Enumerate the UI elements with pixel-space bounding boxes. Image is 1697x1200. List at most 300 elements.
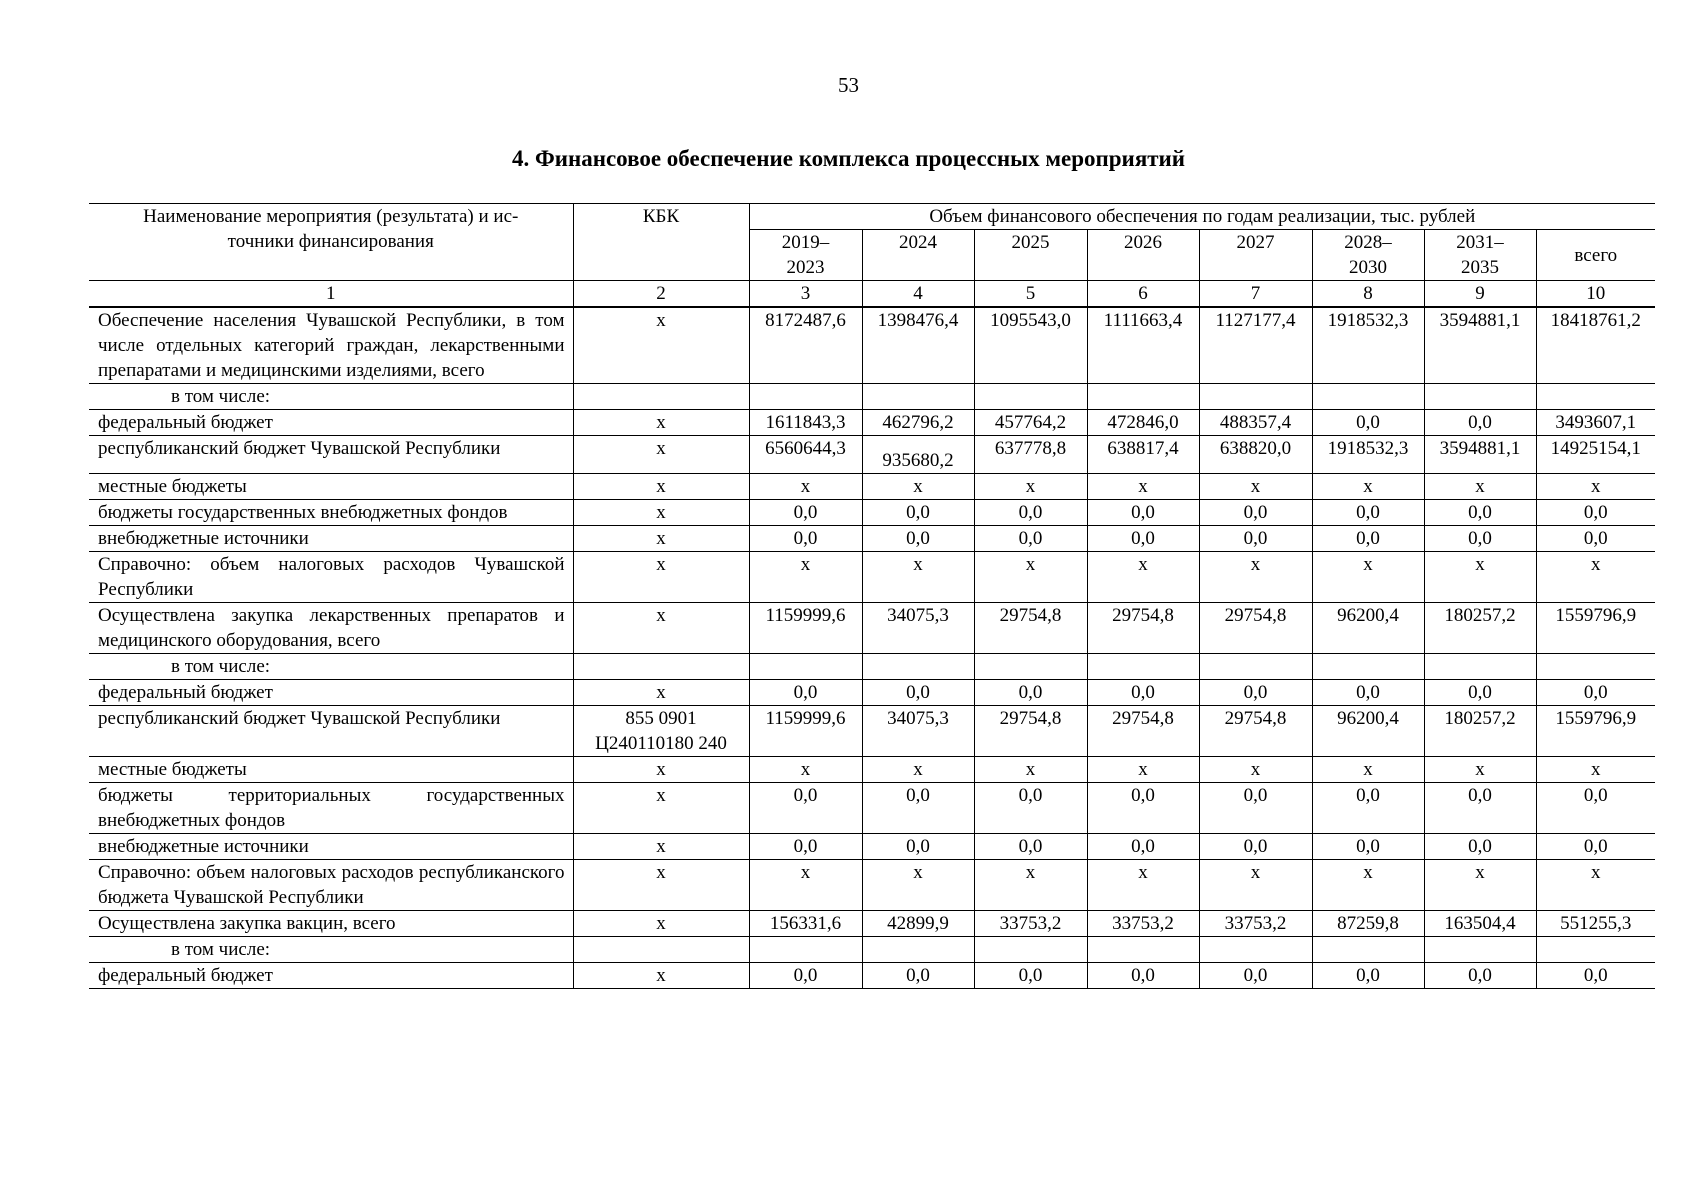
table-row — [89, 757, 1655, 783]
row-name-cell: федеральный бюджет — [89, 963, 573, 989]
table-row — [89, 474, 1655, 500]
row-value-cell — [1199, 654, 1312, 680]
row-kbk-cell: х — [573, 963, 749, 989]
row-value: 0,0 — [793, 528, 818, 549]
row-value-cell — [1312, 526, 1424, 552]
row-value-cell — [1536, 526, 1655, 552]
table-row — [89, 307, 1655, 384]
row-value: 1559796,9 — [1555, 605, 1637, 626]
header-period-label: 2031– — [1456, 232, 1504, 253]
header-period-cell — [862, 230, 974, 281]
row-value: х — [1475, 862, 1485, 883]
row-value-cell — [1199, 937, 1312, 963]
row-value-cell — [1536, 834, 1655, 860]
row-name-cell: в том числе: — [89, 654, 573, 680]
row-value: 0,0 — [1018, 682, 1043, 703]
row-name-cell: внебюджетные источники — [89, 834, 573, 860]
row-name-cell: в том числе: — [89, 384, 573, 410]
column-number-cell: 10 — [1536, 281, 1655, 308]
row-value-cell — [862, 500, 974, 526]
row-kbk-cell: х — [573, 474, 749, 500]
row-value-cell — [1199, 834, 1312, 860]
row-value-cell — [1199, 860, 1312, 911]
row-value-cell — [1536, 654, 1655, 680]
row-value-cell — [1199, 603, 1312, 654]
row-value: 1111663,4 — [1103, 310, 1183, 331]
row-value-cell — [1312, 654, 1424, 680]
row-value: 0,0 — [793, 836, 818, 857]
row-value: 0,0 — [793, 502, 818, 523]
row-value: х — [1250, 476, 1261, 497]
row-value: 180257,2 — [1444, 605, 1516, 626]
column-number-cell: 4 — [862, 281, 974, 308]
row-value-cell — [974, 783, 1087, 834]
row-value-cell — [862, 680, 974, 706]
row-value-cell — [1536, 603, 1655, 654]
row-value-cell — [749, 680, 862, 706]
row-value: 33753,2 — [1112, 913, 1174, 934]
row-value: 8172487,6 — [765, 310, 846, 331]
row-value-cell — [749, 526, 862, 552]
row-value: 0,0 — [1018, 965, 1043, 986]
column-number-cell: 7 — [1199, 281, 1312, 308]
row-value: 1095543,0 — [990, 310, 1071, 331]
row-value-cell — [1087, 603, 1199, 654]
row-value: х — [800, 554, 811, 575]
row-value-cell — [862, 834, 974, 860]
row-value-cell — [749, 436, 862, 474]
row-value: 638820,0 — [1219, 438, 1292, 459]
table-row — [89, 937, 1655, 963]
row-value: 96200,4 — [1337, 605, 1399, 626]
row-value-cell — [1312, 680, 1424, 706]
row-value-cell — [749, 834, 862, 860]
row-value: х — [1363, 554, 1373, 575]
row-name-cell: Осуществлена закупка вакцин, всего — [89, 911, 573, 937]
row-value: 0,0 — [1468, 412, 1492, 433]
header-period-cell — [1312, 230, 1424, 281]
row-value: 1127177,4 — [1215, 310, 1296, 331]
header-name-cell — [89, 204, 573, 281]
row-value-cell — [1199, 680, 1312, 706]
row-value: х — [1591, 554, 1601, 575]
row-value-cell — [749, 654, 862, 680]
row-kbk-cell: х — [573, 757, 749, 783]
row-kbk-cell: х — [573, 911, 749, 937]
row-value-cell — [1199, 410, 1312, 436]
row-value-cell — [1312, 603, 1424, 654]
row-value-cell — [1536, 757, 1655, 783]
row-value: х — [1250, 554, 1261, 575]
row-value: 180257,2 — [1444, 708, 1516, 729]
row-value-cell — [1312, 436, 1424, 474]
row-value-cell — [1087, 834, 1199, 860]
row-value-cell — [1424, 757, 1536, 783]
row-name-cell: внебюджетные источники — [89, 526, 573, 552]
row-value-cell — [862, 963, 974, 989]
row-value: 0,0 — [1468, 965, 1492, 986]
column-number-cell: 8 — [1312, 281, 1424, 308]
row-value-cell — [1087, 706, 1199, 757]
header-row-column-numbers — [89, 281, 1655, 308]
row-value: 0,0 — [1356, 836, 1380, 857]
table-row — [89, 680, 1655, 706]
header-period-label: 2025 — [1011, 232, 1050, 253]
row-value: 3493607,1 — [1555, 412, 1637, 433]
row-value-cell — [1087, 680, 1199, 706]
column-number-cell: 3 — [749, 281, 862, 308]
row-value-cell — [1312, 860, 1424, 911]
row-value-cell — [1312, 834, 1424, 860]
row-value-cell — [974, 860, 1087, 911]
row-value: 0,0 — [1243, 528, 1268, 549]
header-period-cell — [1536, 230, 1655, 281]
row-kbk-cell — [573, 706, 749, 757]
row-value: 29754,8 — [1224, 708, 1287, 729]
row-value-cell — [862, 937, 974, 963]
row-value: 14925154,1 — [1550, 438, 1641, 459]
row-value-cell — [1424, 834, 1536, 860]
kbk-line: Ц240110180 240 — [595, 733, 727, 754]
row-kbk-cell: х — [573, 834, 749, 860]
row-value: х — [1475, 476, 1485, 497]
row-value-cell — [974, 384, 1087, 410]
row-value-cell — [862, 384, 974, 410]
row-value: 29754,8 — [999, 708, 1062, 729]
row-value-cell — [1424, 706, 1536, 757]
row-value-cell — [1312, 474, 1424, 500]
row-value-cell — [974, 500, 1087, 526]
row-value-cell — [974, 436, 1087, 474]
header-period-label: всего — [1574, 244, 1618, 266]
header-volume-cell: Объем финансового обеспечения по годам реализации, тыс. рублей — [749, 204, 1655, 230]
row-value-cell — [1536, 783, 1655, 834]
column-number-cell: 1 — [89, 281, 573, 308]
row-value: 96200,4 — [1337, 708, 1399, 729]
row-value: 0,0 — [1131, 528, 1155, 549]
table-row — [89, 654, 1655, 680]
row-value-cell — [974, 911, 1087, 937]
row-value: 0,0 — [906, 528, 930, 549]
row-value: 0,0 — [1468, 528, 1492, 549]
row-value-cell — [1424, 860, 1536, 911]
row-value-cell — [1536, 384, 1655, 410]
row-value-cell — [1312, 937, 1424, 963]
header-period-label: 2024 — [899, 232, 937, 253]
row-value: х — [800, 759, 811, 780]
row-value-cell — [974, 834, 1087, 860]
row-value-cell — [749, 860, 862, 911]
row-value-cell — [1424, 911, 1536, 937]
row-kbk-cell: х — [573, 860, 749, 911]
row-value-cell — [1199, 552, 1312, 603]
row-value: х — [913, 759, 923, 780]
row-value-cell — [1536, 911, 1655, 937]
row-value-cell — [1199, 474, 1312, 500]
row-name-cell: федеральный бюджет — [89, 680, 573, 706]
row-value-cell — [862, 860, 974, 911]
row-value-cell — [974, 307, 1087, 384]
row-value-cell — [1424, 384, 1536, 410]
row-value-cell — [1087, 436, 1199, 474]
row-value-cell — [1087, 500, 1199, 526]
row-kbk-cell: х — [573, 436, 749, 474]
row-value-cell — [862, 911, 974, 937]
row-value-cell — [862, 783, 974, 834]
row-value: 0,0 — [1356, 502, 1380, 523]
row-value-cell — [862, 526, 974, 552]
row-value-cell — [1087, 654, 1199, 680]
row-value: х — [913, 862, 923, 883]
row-value-cell — [1087, 783, 1199, 834]
row-value-cell — [974, 963, 1087, 989]
table-row — [89, 526, 1655, 552]
row-value: х — [800, 862, 811, 883]
row-value: 638817,4 — [1107, 438, 1179, 459]
row-value-cell — [749, 706, 862, 757]
row-value-cell — [749, 911, 862, 937]
row-value: 0,0 — [1243, 965, 1268, 986]
row-value: 42899,9 — [887, 913, 949, 934]
row-value: 0,0 — [1243, 785, 1268, 806]
row-value: 1398476,4 — [877, 310, 959, 331]
row-value-cell — [1424, 474, 1536, 500]
row-value: 0,0 — [1356, 785, 1380, 806]
row-kbk-cell: х — [573, 410, 749, 436]
row-value-cell — [1424, 680, 1536, 706]
row-value: 1559796,9 — [1555, 708, 1637, 729]
header-period-label: 2019– — [781, 232, 830, 253]
header-period-cell — [749, 230, 862, 281]
row-kbk-cell — [573, 937, 749, 963]
table-row — [89, 834, 1655, 860]
row-value-cell — [749, 410, 862, 436]
table-row — [89, 963, 1655, 989]
row-value-cell — [1312, 911, 1424, 937]
row-value-cell — [862, 474, 974, 500]
column-number-cell: 2 — [573, 281, 749, 308]
row-value-cell — [1424, 307, 1536, 384]
row-value: х — [913, 476, 923, 497]
row-value-cell — [1199, 384, 1312, 410]
row-name-cell: республиканский бюджет Чувашской Республики — [89, 706, 573, 757]
row-value-cell — [974, 603, 1087, 654]
row-value-cell — [1424, 500, 1536, 526]
row-value: 0,0 — [1468, 502, 1492, 523]
row-value: х — [1363, 862, 1373, 883]
row-value: 0,0 — [1468, 836, 1492, 857]
row-value-cell — [862, 757, 974, 783]
row-value-cell — [749, 757, 862, 783]
row-value: х — [1138, 554, 1148, 575]
row-value: 551255,3 — [1560, 913, 1632, 934]
table-body — [89, 307, 1655, 989]
table-row — [89, 860, 1655, 911]
row-value-cell — [1087, 860, 1199, 911]
row-kbk-cell: х — [573, 552, 749, 603]
row-value: 1159999,6 — [765, 708, 846, 729]
row-value: х — [1025, 554, 1036, 575]
header-name-line1: Наименование мероприятия (результата) и ис- — [143, 206, 519, 227]
row-value-cell — [862, 552, 974, 603]
row-value: 488357,4 — [1219, 412, 1292, 433]
row-value: 6560644,3 — [765, 438, 846, 459]
row-value: 462796,2 — [882, 412, 954, 433]
table-row — [89, 436, 1655, 474]
row-kbk-cell: х — [573, 307, 749, 384]
header-kbk-cell: КБК — [573, 204, 749, 281]
row-value-cell — [1087, 552, 1199, 603]
kbk-line: 855 0901 — [625, 708, 697, 729]
row-value: 0,0 — [1131, 836, 1155, 857]
row-value: х — [1138, 862, 1148, 883]
row-value-cell — [1312, 706, 1424, 757]
row-value: 0,0 — [1018, 502, 1043, 523]
row-value-cell — [1199, 757, 1312, 783]
row-value: х — [1025, 759, 1036, 780]
header-period-cell — [1087, 230, 1199, 281]
row-value: 0,0 — [1356, 528, 1380, 549]
row-value-cell — [1087, 963, 1199, 989]
row-value: 3594881,1 — [1439, 310, 1521, 331]
row-kbk-cell — [573, 384, 749, 410]
row-value-cell — [1312, 757, 1424, 783]
row-value: 1918532,3 — [1327, 438, 1409, 459]
row-value-cell — [974, 526, 1087, 552]
row-value-cell — [1536, 500, 1655, 526]
row-value-cell — [1536, 436, 1655, 474]
row-value: 1918532,3 — [1327, 310, 1409, 331]
row-value-cell — [862, 307, 974, 384]
row-value-cell — [1199, 436, 1312, 474]
row-value: х — [800, 476, 811, 497]
row-value-cell — [1087, 911, 1199, 937]
row-value: 0,0 — [906, 965, 930, 986]
row-kbk-cell: х — [573, 526, 749, 552]
row-value: 0,0 — [1583, 502, 1608, 523]
table-row — [89, 500, 1655, 526]
row-value-cell — [1199, 307, 1312, 384]
row-name-cell: бюджеты территориальных государственных внебюджетных фондов — [89, 783, 573, 834]
row-value: 34075,3 — [887, 708, 949, 729]
row-value: 1159999,6 — [765, 605, 846, 626]
row-value: 0,0 — [1018, 528, 1043, 549]
row-value: х — [913, 554, 923, 575]
row-value: х — [1250, 759, 1261, 780]
table-row — [89, 410, 1655, 436]
row-value-cell — [1536, 706, 1655, 757]
row-kbk-cell: х — [573, 603, 749, 654]
row-value: 29754,8 — [999, 605, 1062, 626]
row-value-cell — [1424, 603, 1536, 654]
row-value: 0,0 — [1583, 836, 1608, 857]
row-value: 0,0 — [1583, 965, 1608, 986]
row-value-cell — [749, 603, 862, 654]
row-value-cell — [1536, 307, 1655, 384]
table-row — [89, 384, 1655, 410]
row-value-cell — [1424, 552, 1536, 603]
row-name-cell: Справочно: объем налоговых расходов республиканского бюджета Чувашской Республики — [89, 860, 573, 911]
row-value: 0,0 — [793, 682, 818, 703]
row-name-cell: местные бюджеты — [89, 474, 573, 500]
header-period-cell — [974, 230, 1087, 281]
row-value-cell — [1087, 526, 1199, 552]
row-kbk-cell: х — [573, 680, 749, 706]
row-value-cell — [1199, 963, 1312, 989]
row-value: х — [1591, 862, 1601, 883]
table-row — [89, 603, 1655, 654]
row-value-cell — [1199, 706, 1312, 757]
row-value-cell — [1312, 307, 1424, 384]
row-value-cell — [974, 757, 1087, 783]
row-value: 163504,4 — [1444, 913, 1516, 934]
financial-table — [89, 203, 1655, 989]
row-value: х — [1475, 554, 1485, 575]
header-period-label: 2027 — [1236, 232, 1275, 253]
row-name-cell: Осуществлена закупка лекарственных препаратов и медицинского оборудования, всего — [89, 603, 573, 654]
row-value: 87259,8 — [1337, 913, 1399, 934]
row-value-cell — [749, 500, 862, 526]
row-value: 0,0 — [1583, 682, 1608, 703]
row-value: 457764,2 — [994, 412, 1067, 433]
row-value-cell — [1424, 436, 1536, 474]
row-value-cell — [1312, 783, 1424, 834]
row-value: х — [1025, 862, 1036, 883]
row-value: 29754,8 — [1112, 708, 1174, 729]
row-value: 29754,8 — [1224, 605, 1287, 626]
row-value: 0,0 — [1018, 836, 1043, 857]
row-name-cell: Обеспечение населения Чувашской Республики, в том числе отдельных категорий граждан, лекарственными препаратами и медицинскими изделиями, всего — [89, 307, 573, 384]
row-name-cell: Справочно: объем налоговых расходов Чувашской Республики — [89, 552, 573, 603]
row-value: 0,0 — [906, 785, 930, 806]
row-name-cell: в том числе: — [89, 937, 573, 963]
header-name-line2: точники финансирования — [227, 231, 434, 252]
row-value: 34075,3 — [887, 605, 949, 626]
row-value-cell — [974, 706, 1087, 757]
row-value: 0,0 — [1018, 785, 1043, 806]
row-kbk-cell: х — [573, 783, 749, 834]
row-value-cell — [974, 474, 1087, 500]
row-value: 3594881,1 — [1439, 438, 1521, 459]
row-value-cell — [974, 680, 1087, 706]
page-number: 53 — [838, 73, 859, 97]
row-value-cell — [1199, 783, 1312, 834]
table-row — [89, 552, 1655, 603]
row-value: 1611843,3 — [765, 412, 846, 433]
row-value-cell — [1424, 410, 1536, 436]
row-value: 0,0 — [906, 682, 930, 703]
column-number-cell: 9 — [1424, 281, 1536, 308]
page-title: 4. Финансовое обеспечение комплекса процессных мероприятий — [511, 146, 1186, 171]
column-number-cell: 5 — [974, 281, 1087, 308]
row-value: 18418761,2 — [1550, 310, 1641, 331]
row-value-cell — [749, 937, 862, 963]
row-value: 0,0 — [906, 836, 930, 857]
row-value: х — [1363, 759, 1373, 780]
row-value: 0,0 — [1243, 502, 1268, 523]
row-value: х — [1138, 476, 1148, 497]
row-value-cell — [974, 552, 1087, 603]
row-value-cell — [1312, 500, 1424, 526]
row-value-cell — [1536, 860, 1655, 911]
table-row — [89, 706, 1655, 757]
row-value-cell — [1536, 963, 1655, 989]
row-value-cell — [749, 963, 862, 989]
row-kbk-cell: х — [573, 500, 749, 526]
row-value-cell — [1087, 307, 1199, 384]
row-value: 0,0 — [793, 785, 818, 806]
row-value-cell — [1312, 963, 1424, 989]
